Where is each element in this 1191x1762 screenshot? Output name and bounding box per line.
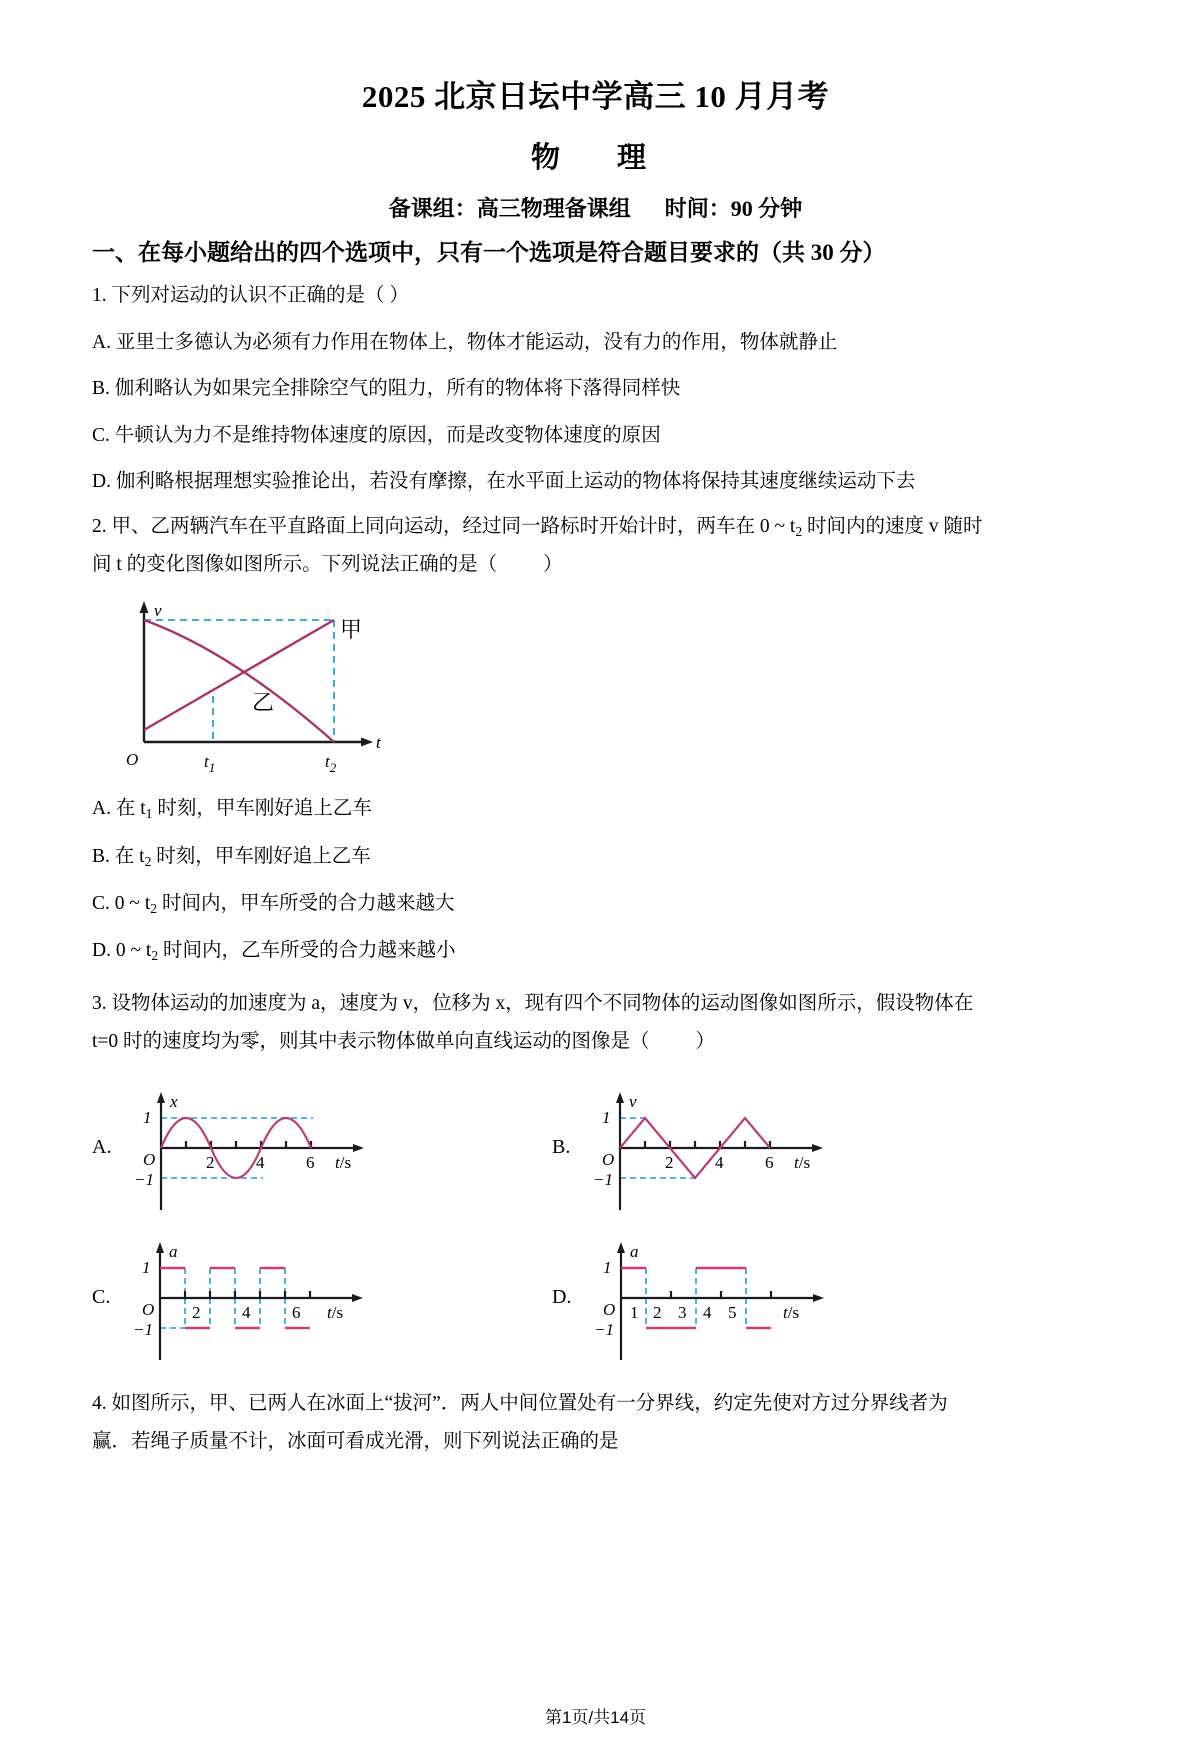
question-4-stem-line2: 赢．若绳子质量不计，冰面可看成光滑，则下列说法正确的是 [92, 1431, 619, 1453]
q3-a-x-label: t/s [335, 1153, 352, 1173]
q3-c-xtick-6: 6 [292, 1303, 301, 1323]
opt-sub: 2 [144, 853, 152, 869]
x-axis-arrow-icon [352, 1294, 363, 1302]
question-2-option-b [92, 842, 1099, 872]
question-1-option-b: B. 伽利略认为如果完全排除空气的阻力，所有的物体将下落得同样快 [92, 378, 681, 400]
q3-a-origin-label: O [143, 1150, 156, 1170]
q3-d-xtick-4: 4 [703, 1303, 712, 1323]
q2-curve-label-yi: 乙 [252, 690, 275, 716]
opt-letter: B. [92, 845, 115, 867]
q3-a-svg [113, 1075, 398, 1225]
x-axis-arrow-icon [361, 738, 373, 747]
q3-d-y-label: a [630, 1242, 639, 1262]
q3-d-xtick-5: 5 [728, 1303, 737, 1323]
question-3-stem-line1: 3. 设物体运动的加速度为 a，速度为 v，位移为 x，现有四个不同物体的运动图像如图所示，假设物体在 [92, 992, 974, 1014]
q3-a-ytick-1: 1 [143, 1108, 152, 1128]
q3-d-xtick-3: 3 [678, 1303, 687, 1323]
question-4-stem-line1: 4. 如图所示，甲、已两人在冰面上“拔河”．两人中间位置处有一分界线，约定先使对方过分界线者为 [92, 1393, 948, 1415]
q3-d-ytick-1: 1 [603, 1258, 612, 1278]
question-2-option-c [92, 889, 1099, 919]
y-axis-arrow-icon [617, 1242, 625, 1253]
q3-d-x-label: t/s [783, 1303, 800, 1323]
y-axis-arrow-icon [157, 1092, 165, 1103]
q2-tick-t2-label: $t_2$ [325, 752, 337, 776]
page-title: 2025 北京日坛中学高三 10 月月考 [361, 79, 830, 114]
opt-sub: 2 [151, 948, 159, 964]
q3-a-xtick-6: 6 [306, 1153, 315, 1173]
question-2-stem [92, 512, 1099, 542]
opt-pre: 在 t [115, 798, 146, 820]
q3-d-ytick-neg1: −1 [594, 1320, 615, 1340]
opt-pre: 0 ~ t [114, 893, 151, 915]
time-limit-label: 时间：90 分钟 [664, 195, 803, 221]
opt-post: 时间内，乙车所受的合力越来越小 [158, 940, 456, 962]
q3-c-x-label: t/s [327, 1303, 344, 1323]
curve-yi [144, 620, 334, 742]
q2-y-axis-label: v [154, 601, 162, 621]
figure-q3-option-d [552, 1225, 858, 1375]
question-2-stem-line2 [92, 550, 1099, 580]
figure-q3-option-b [552, 1075, 857, 1225]
q3-c-y-label: a [169, 1242, 178, 1262]
question-1-stem: 1. 下列对运动的认识不正确的是（ ） [92, 284, 409, 306]
q3-c-ytick-1: 1 [142, 1258, 151, 1278]
q2-origin-label: O [126, 750, 139, 770]
x-axis-arrow-icon [813, 1294, 824, 1302]
q3-d-xtick-2: 2 [653, 1303, 662, 1323]
opt-letter: A. [92, 798, 116, 820]
opt-letter: C. [92, 893, 115, 915]
question-3-stem-line2a: t=0 时的速度均为零，则其中表示物体做单向直线运动的图像是（ [92, 1030, 650, 1052]
q3-c-xtick-2: 2 [192, 1303, 201, 1323]
q3-c-ytick-neg1: −1 [133, 1320, 154, 1340]
q3-b-ytick-neg1: −1 [593, 1170, 614, 1190]
question-2-stem-part2: 时间内的速度 v 随时 [802, 516, 983, 538]
subject-title: 物 理 [530, 141, 660, 174]
q3-b-xtick-6: 6 [765, 1153, 774, 1173]
curve-jia [144, 620, 334, 730]
opt-post: 时刻，甲车刚好追上乙车 [151, 845, 371, 867]
guide-lines [144, 620, 334, 742]
axes [160, 1251, 354, 1360]
q3-c-svg [112, 1225, 397, 1375]
y-axis-arrow-icon [616, 1092, 624, 1103]
question-1-option-a: A. 亚里士多德认为必须有力作用在物体上，物体才能运动，没有力的作用，物体就静止 [92, 332, 838, 354]
q3-b-origin-label: O [602, 1150, 615, 1170]
q2-tick-t1-label: $t_1$ [204, 752, 216, 776]
question-1-option-d: D. 伽利略根据理想实验推论出，若没有摩擦，在水平面上运动的物体将保持其速度继续运动下去 [92, 470, 916, 492]
q3-d-origin-label: O [603, 1300, 616, 1320]
y-axis-arrow-icon [140, 601, 149, 613]
axes [144, 610, 364, 742]
opt-sub: 2 [150, 900, 158, 916]
exam-paper-page [0, 78, 1191, 1762]
x-axis-arrow-icon [353, 1144, 364, 1152]
figure-q3-four-graphs [92, 1075, 1099, 1375]
question-3-stem-line2 [92, 1027, 1099, 1057]
x-axis-arrow-icon [812, 1144, 823, 1152]
figure-q3-label-c: C. [92, 1285, 111, 1308]
figure-q3-label-a: A. [92, 1135, 112, 1158]
question-3-stem-line2b: ） [695, 1030, 716, 1052]
question-2-stem-sub: 2 [795, 523, 803, 539]
q2-vt-svg [112, 592, 402, 777]
q2-x-axis-label: t [376, 733, 381, 753]
q3-b-ytick-1: 1 [602, 1108, 611, 1128]
q3-b-xtick-2: 2 [665, 1153, 674, 1173]
section-1-heading: 一、在每小题给出的四个选项中，只有一个选项是符合题目要求的（共 30 分） [92, 239, 886, 265]
q3-d-xtick-1: 1 [630, 1303, 639, 1323]
page-footer: 第1页/共14页 [544, 1708, 647, 1727]
q3-b-svg [572, 1075, 857, 1225]
q3-a-xtick-4: 4 [256, 1153, 265, 1173]
q3-c-origin-label: O [142, 1300, 155, 1320]
q3-a-ytick-neg1: −1 [134, 1170, 155, 1190]
q3-a-xtick-2: 2 [206, 1153, 215, 1173]
opt-sub: 1 [145, 806, 153, 822]
y-axis-arrow-icon [156, 1242, 164, 1253]
q3-b-x-label: t/s [794, 1153, 811, 1173]
figure-q3-option-a [92, 1075, 398, 1225]
opt-pre: 0 ~ t [115, 940, 152, 962]
figure-q3-option-c [92, 1225, 397, 1375]
q3-d-svg [573, 1225, 858, 1375]
question-2-option-a [92, 794, 1099, 824]
opt-letter: D. [92, 940, 116, 962]
figure-q3-label-b: B. [552, 1135, 571, 1158]
q3-c-xtick-4: 4 [242, 1303, 251, 1323]
prep-group-label: 备课组：高三物理备课组 [388, 195, 631, 221]
q3-a-y-label: x [170, 1092, 178, 1112]
question-2-stem-line2a: 间 t 的变化图像如图所示。下列说法正确的是（ [92, 554, 498, 576]
opt-post: 时间内，甲车所受的合力越来越大 [157, 893, 455, 915]
q3-b-y-label: v [629, 1092, 637, 1112]
question-2-stem-part1: 2. 甲、乙两辆汽车在平直路面上同向运动，经过同一路标时开始计时，两车在 0 ~ t [92, 516, 796, 538]
question-1-option-c: C. 牛顿认为力不是维持物体速度的原因，而是改变物体速度的原因 [92, 424, 661, 446]
opt-pre: 在 t [114, 845, 145, 867]
figure-q3-label-d: D. [552, 1285, 572, 1308]
question-2-option-d [92, 936, 1099, 966]
question-2-stem-line2b: ） [543, 554, 563, 576]
figure-q2-velocity-time-graph [112, 592, 402, 777]
paper-meta [92, 192, 1099, 223]
q3-b-xtick-4: 4 [715, 1153, 724, 1173]
opt-post: 时刻，甲车刚好追上乙车 [152, 798, 372, 820]
q2-curve-label-jia: 甲 [340, 617, 363, 643]
